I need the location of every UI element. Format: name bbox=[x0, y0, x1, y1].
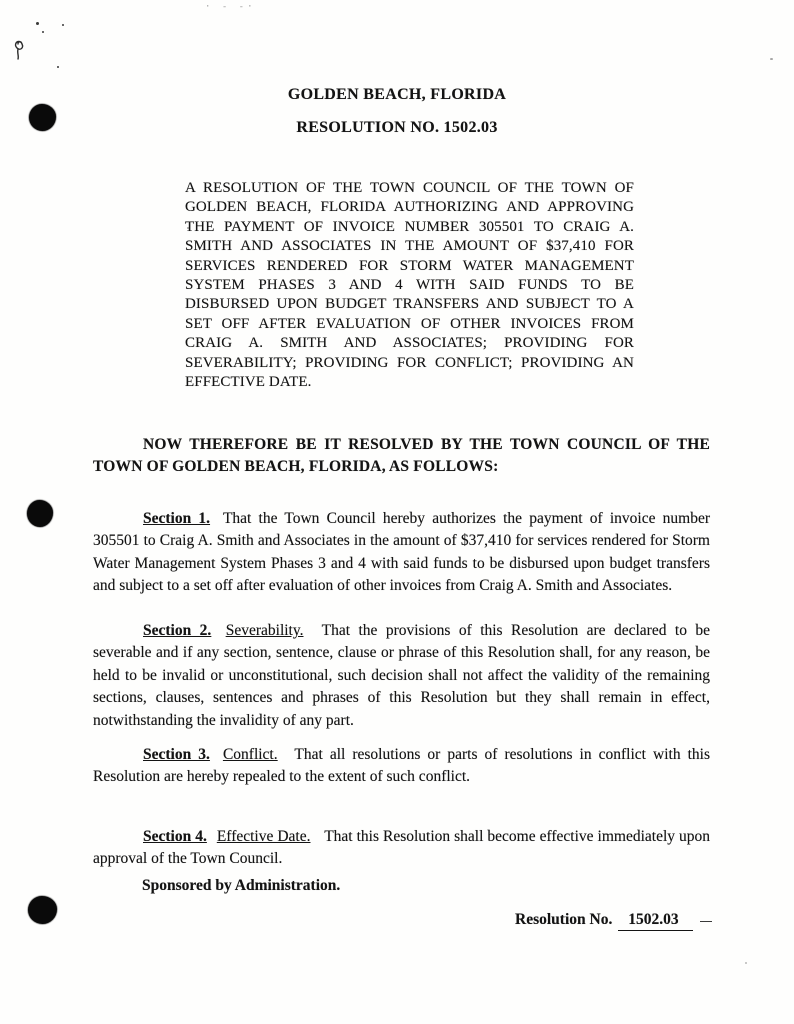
document-title: GOLDEN BEACH, FLORIDA bbox=[287, 86, 507, 103]
resolution-number-title: RESOLUTION NO. 1502.03 bbox=[296, 119, 498, 136]
section-3-body: That all resolutions or parts of resolutions in conflict with this Resolution are hereby repealed to the extent of such conflict. bbox=[93, 746, 711, 786]
footer-underline-tail bbox=[700, 921, 712, 922]
sponsor-line: Sponsored by Administration. bbox=[142, 877, 341, 894]
section-4-body: That this Resolution shall become effective immediately upon approval of the Town Council. bbox=[93, 828, 710, 868]
section-4-label: Section 4. bbox=[143, 828, 207, 845]
footer-resolution-label: Resolution No. bbox=[515, 911, 613, 928]
resolved-clause: NOW THEREFORE BE IT RESOLVED BY THE TOWN COUNCIL OF THE TOWN OF GOLDEN BEACH, FLORIDA, AS FOLLOWS: bbox=[93, 436, 710, 475]
section-4-subtitle: Effective Date. bbox=[216, 828, 311, 845]
pencil-dashes-mark: · - -· bbox=[205, 2, 256, 12]
section-3-subtitle: Conflict. bbox=[222, 746, 278, 763]
section-3-label: Section 3. bbox=[143, 746, 210, 763]
footer-resolution-number bbox=[515, 911, 712, 931]
section-4-paragraph bbox=[93, 826, 710, 871]
section-1-body: That the Town Council hereby authorizes the payment of invoice number 305501 to Craig A. Smith and Associates in the amount of $37,410 for services rendered for Storm Water Management System Phases 3 and 4 with said funds to be disbursed upon budget transfers and subject to a set off after evaluation of other invoices from Craig A. Smith and Associates. bbox=[93, 510, 710, 595]
section-2-body: That the provisions of this Resolution are declared to be severable and if any section, sentence, clause or phrase of this Resolution shall, for any reason, be held to be invalid or unconstitutional, such decision shall not affect the validity of the remaining sections, clauses, sentences and phrases of this Resolution but they shall remain in effect, notwithstanding the invalidity of any part. bbox=[93, 622, 711, 729]
section-1-paragraph bbox=[93, 508, 710, 598]
ink-speck bbox=[57, 66, 59, 68]
resolution-caption: A RESOLUTION OF THE TOWN COUNCIL OF THE TOWN OF GOLDEN BEACH, FLORIDA AUTHORIZING AND APPROVING THE PAYMENT OF INVOICE NUMBER 305501 TO CRAIG A. SMITH AND ASSOCIATES IN THE AMOUNT OF $37,410 FOR SERVICES RENDERED FOR STORM WATER MANAGEMENT SYSTEM PHASES 3 AND 4 WITH SAID FUNDS TO BE DISBURSED UPON BUDGET TRANSFERS AND SUBJECT TO A SET OFF AFTER EVALUATION OF OTHER INVOICES FROM CRAIG A. SMITH AND ASSOCIATES; PROVIDING FOR SEVERABILITY; PROVIDING FOR CONFLICT; PROVIDING AN EFFECTIVE DATE. bbox=[185, 180, 634, 391]
pencil-squiggle-mark bbox=[12, 36, 34, 66]
hole-punch-dot bbox=[27, 500, 53, 527]
footer-resolution-value: 1502.03 bbox=[618, 911, 692, 931]
section-3-paragraph bbox=[93, 744, 710, 789]
ink-speck bbox=[62, 24, 64, 26]
hole-punch-dot bbox=[28, 896, 57, 924]
section-1-label: Section 1. bbox=[143, 510, 211, 527]
ink-speck bbox=[770, 58, 773, 60]
section-2-paragraph bbox=[93, 620, 710, 732]
section-2-subtitle: Severability. bbox=[225, 622, 304, 639]
section-2-label: Section 2. bbox=[143, 622, 212, 639]
ink-speck bbox=[745, 962, 747, 964]
ink-speck bbox=[42, 31, 44, 33]
ink-speck bbox=[36, 22, 39, 25]
